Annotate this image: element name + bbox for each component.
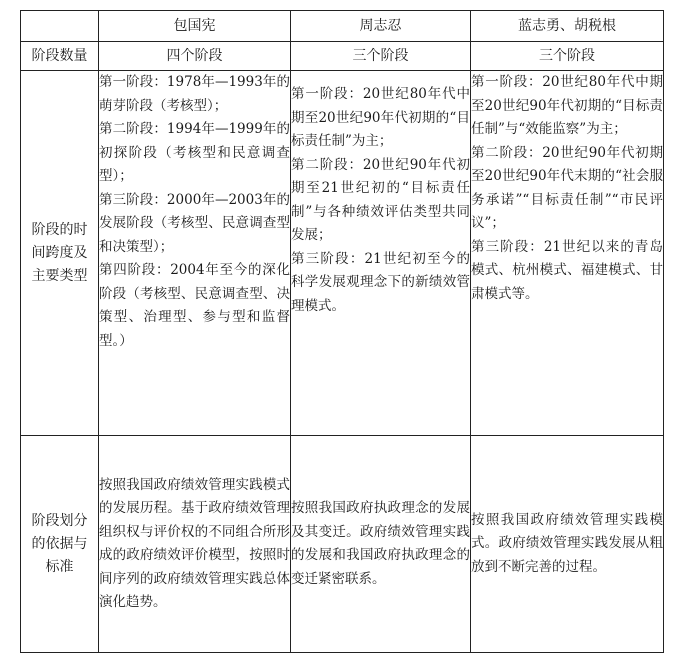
- basis-zhou: 按照我国政府执政理念的发展及其变迁。政府绩效管理实践的发展和我国政府执政理念的变迁紧密联系。: [291, 436, 471, 653]
- periods-lan: [471, 71, 664, 436]
- periods-label-line: 间跨度及: [31, 244, 88, 261]
- basis-label-line: 阶段划分: [31, 512, 88, 529]
- periods-label-line: 主要类型: [31, 267, 88, 284]
- stage-paragraph: 第二阶段：20世纪90年代初期至20世纪90年代末期的“社会服务承诺”“目标责任制”“市民评议”；: [471, 144, 663, 231]
- stage-count-label: 阶段数量: [21, 42, 99, 71]
- basis-lan: 按照我国政府绩效管理实践模式。政府绩效管理实践发展从粗放到不断完善的过程。: [471, 436, 664, 653]
- basis-label-line: 的依据与: [31, 535, 88, 552]
- stage-paragraph: 第四阶段：2004年至今的深化阶段（考核型、民意调查型、决策型、治理型、参与型和监督型。）: [99, 262, 290, 349]
- header-row: [21, 11, 664, 42]
- basis-row: [21, 436, 664, 653]
- stage-paragraph: 第三阶段：21世纪以来的青岛模式、杭州模式、福建模式、甘肃模式等。: [471, 238, 663, 302]
- stage-count-row: [21, 42, 664, 71]
- basis-label-line: 标准: [45, 558, 74, 575]
- header-blank: [21, 11, 99, 42]
- periods-label-line: 阶段的时: [31, 221, 88, 238]
- basis-bao: 按照我国政府绩效管理实践模式的发展历程。基于政府绩效管理组织权与评价权的不同组合所形成的政府绩效评价模型，按照时间序列的政府绩效管理实践总体演化趋势。: [99, 436, 291, 653]
- stage-count-lan: 三个阶段: [471, 42, 664, 71]
- stage-count-zhou: 三个阶段: [291, 42, 471, 71]
- stage-paragraph: 第一阶段：20世纪80年代中期至20世纪90年代初期的“目标责任制”为主；: [291, 86, 470, 149]
- stage-count-bao: 四个阶段: [99, 42, 291, 71]
- periods-zhou: [291, 71, 471, 436]
- stage-paragraph: 第三阶段：2000年—2003年的发展阶段（考核型、民意调查型和决策型）；: [99, 191, 290, 255]
- stage-paragraph: 第三阶段：21世纪初至今的科学发展观理念下的新绩效管理模式。: [291, 250, 470, 314]
- header-zhou: 周志忍: [291, 11, 471, 42]
- stage-paragraph: 第一阶段：20世纪80年代中期至20世纪90年代初期的“目标责任制”与“效能监察”为主；: [471, 74, 663, 137]
- periods-row: [21, 71, 664, 436]
- comparison-table: [20, 10, 664, 653]
- header-bao: 包国宪: [99, 11, 291, 42]
- stage-paragraph: 第二阶段：20世纪90年代初期至21世纪初的“目标责任制”与各种绩效评估类型共同发展；: [291, 156, 470, 243]
- basis-label: [21, 436, 99, 653]
- periods-bao: [99, 71, 291, 436]
- stage-paragraph: 第二阶段：1994年—1999年的初探阶段（考核型和民意调查型）；: [99, 121, 290, 184]
- periods-label: [21, 71, 99, 436]
- header-lan: 蓝志勇、胡税根: [471, 11, 664, 42]
- stage-paragraph: 第一阶段：1978年—1993年的萌芽阶段（考核型）；: [99, 74, 290, 114]
